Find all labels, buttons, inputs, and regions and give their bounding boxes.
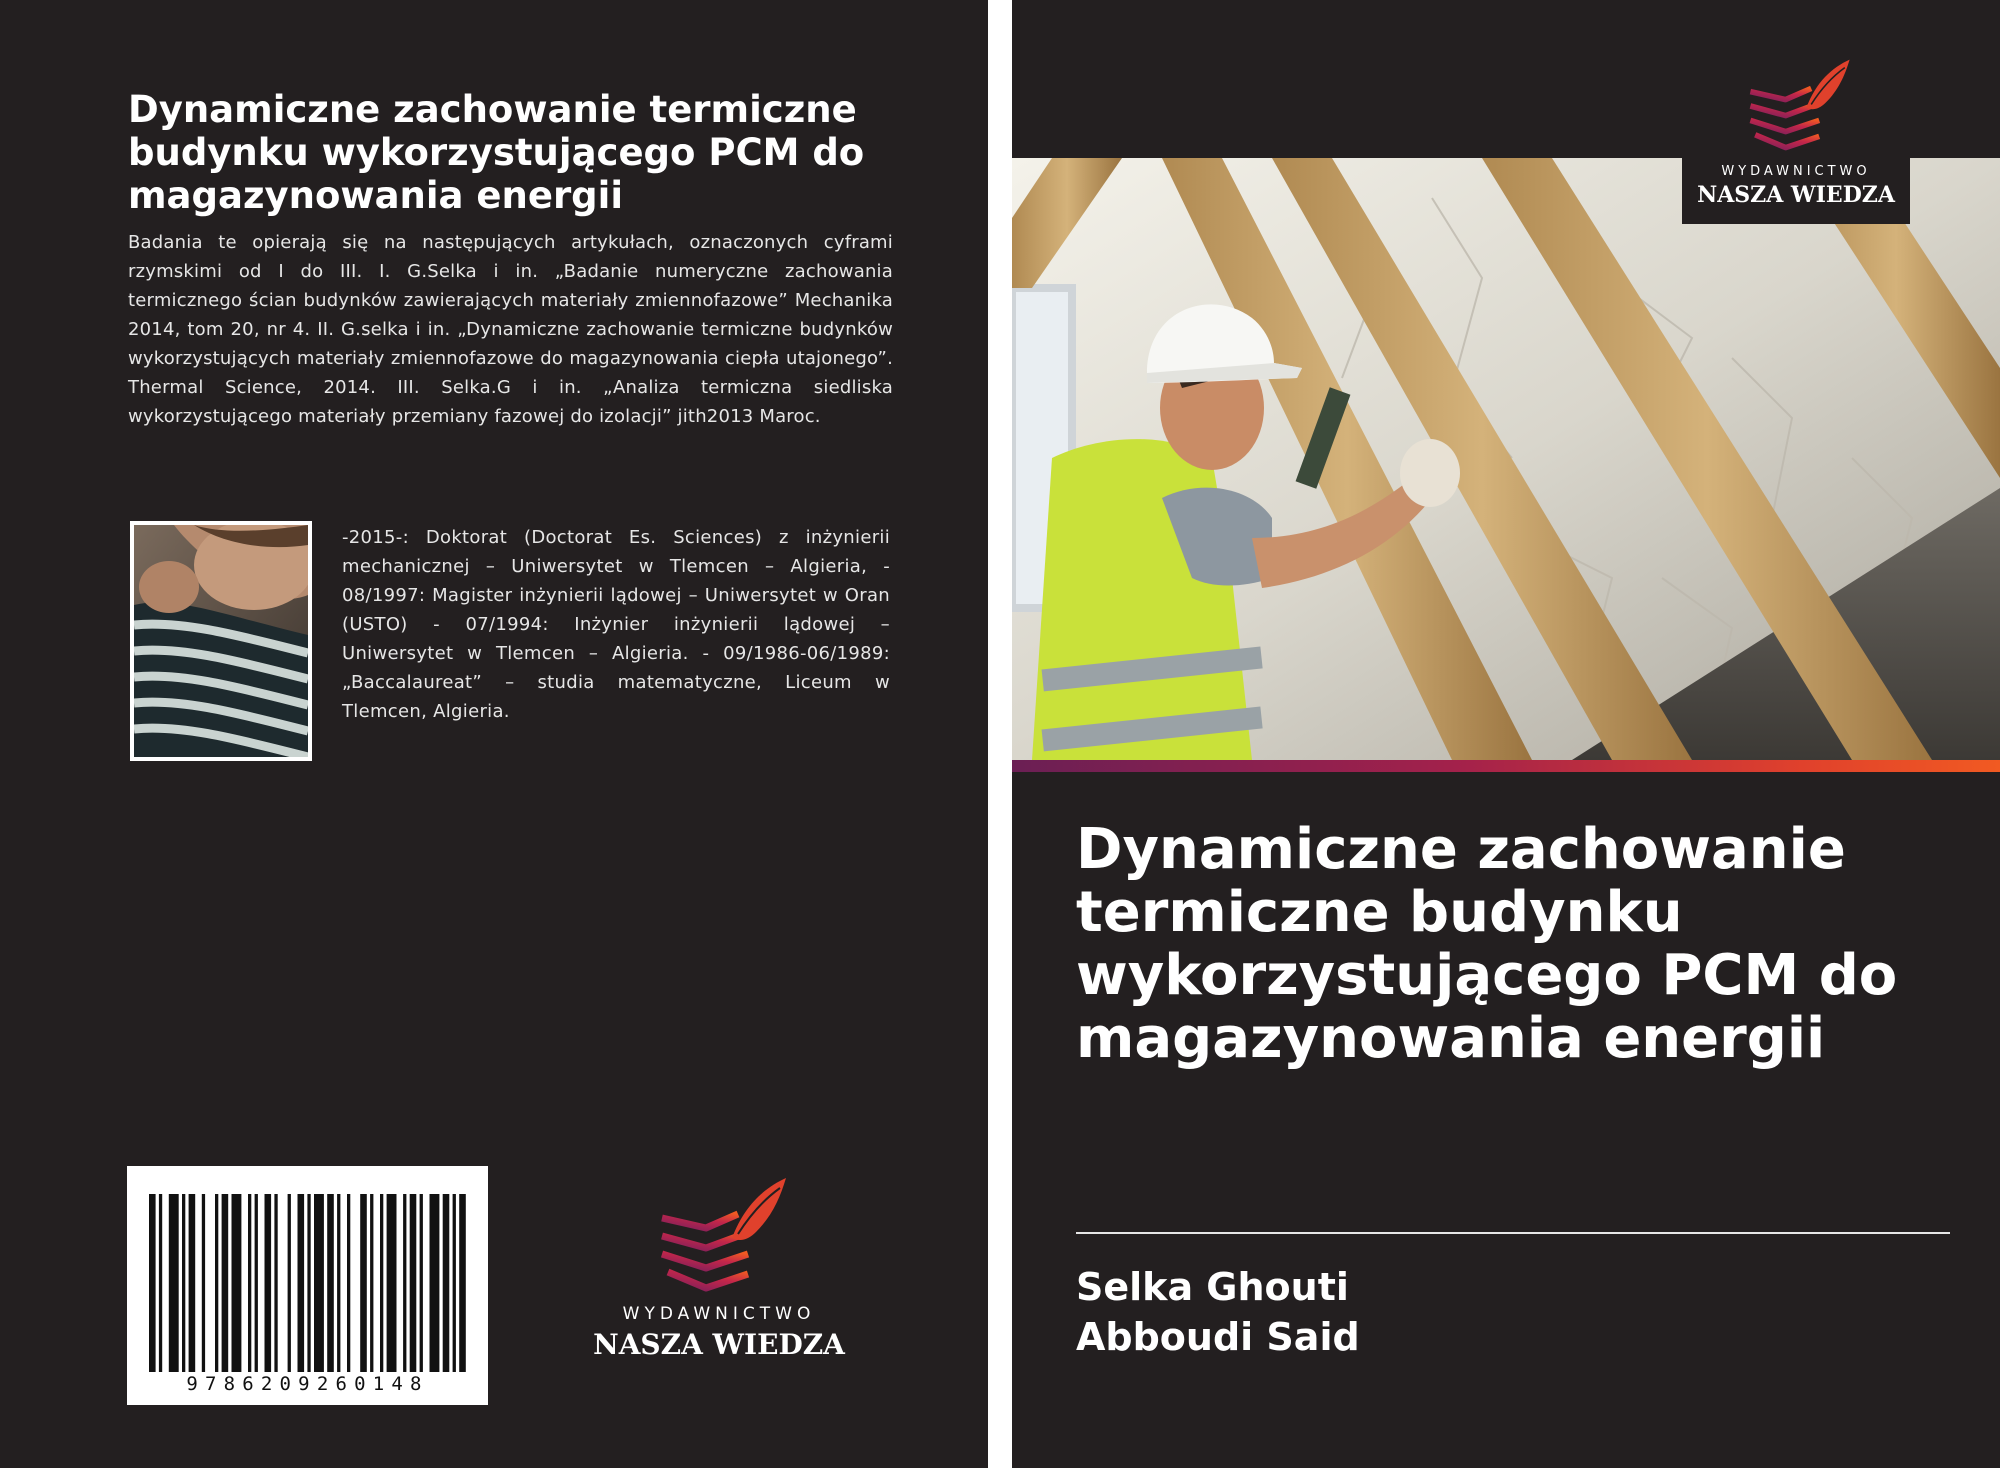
isbn-barcode bbox=[127, 1166, 488, 1405]
publisher-name-small: WYDAWNICTWO bbox=[1721, 164, 1871, 179]
barcode-bar bbox=[149, 1194, 156, 1372]
barcode-bar bbox=[420, 1194, 423, 1372]
barcode-bar bbox=[307, 1194, 310, 1372]
barcode-bar bbox=[202, 1194, 205, 1372]
barcode-bar bbox=[222, 1194, 229, 1372]
back-cover-title: Dynamiczne zachowanie termiczne budynku wykorzystującego PCM do magazynowania energii bbox=[128, 88, 865, 217]
cover-photo bbox=[1012, 158, 2000, 760]
title-divider bbox=[1076, 1232, 1950, 1234]
barcode-bar bbox=[182, 1194, 185, 1372]
barcode-bar bbox=[248, 1194, 251, 1372]
barcode-bar bbox=[459, 1194, 466, 1372]
barcode-bar bbox=[314, 1194, 324, 1372]
publisher-logo-icon bbox=[644, 1176, 794, 1306]
barcode-bar bbox=[255, 1194, 258, 1372]
back-publisher-logo bbox=[588, 1176, 850, 1376]
front-cover bbox=[1012, 0, 2000, 1468]
barcode-bar bbox=[159, 1194, 162, 1372]
barcode-bar bbox=[347, 1194, 350, 1372]
author-name: Selka Ghouti bbox=[1076, 1265, 1349, 1309]
front-cover-title: Dynamiczne zachowanie termiczne budynku wykorzystującego PCM do magazynowania energii bbox=[1076, 817, 1898, 1071]
barcode-bar bbox=[288, 1194, 291, 1372]
cover-photo-image bbox=[1012, 158, 2000, 760]
barcode-bar bbox=[189, 1194, 196, 1372]
publisher-name-large: NASZA WIEDZA bbox=[593, 1328, 845, 1361]
barcode-bar bbox=[215, 1194, 218, 1372]
publisher-name-small: WYDAWNICTWO bbox=[622, 1304, 816, 1324]
barcode-bar bbox=[327, 1194, 334, 1372]
author-photo bbox=[130, 521, 312, 761]
barcode-bar bbox=[453, 1194, 456, 1372]
barcode-bar bbox=[232, 1194, 242, 1372]
barcode-bar bbox=[380, 1194, 383, 1372]
back-cover-description: Badania te opierają się na następujących artykułach, oznaczonych cyframi rzymskimi od I do III. I. G.Selka i in. „Badanie numeryczne zachowania termicznego ścian budynków zawierających materiały zmiennofazowe” Mechanika 2014, tom 20, nr 4. II. G.selka i in. „Dynamiczne zachowanie termiczne budynków wykorzystujących materiały zmiennofazowe do magazynowania ciepła utajonego”. Thermal Science, 2014. III. Selka.G i in. „Analiza termiczna siedliska wykorzystującego materiały przemiany fazowej do izolacji” jith2013 Maroc. bbox=[128, 232, 893, 427]
barcode-icon bbox=[127, 1166, 488, 1405]
author-bio: -2015-: Doktorat (Doctorat Es. Sciences) z inżynierii mechanicznej – Uniwersytet w Tlemcen – Algieria, - 08/1997: Magister inżynierii lądowej – Uniwersytet w Oran (USTO) - 07/1994: Inżynier inżynierii lądowej – Uniwersytet w Tlemcen – Algieria. - 09/1986-06/1989: „Baccalaureat” – studia matematyczne, Liceum w Tlemcen, Algieria. bbox=[342, 527, 890, 722]
author-list bbox=[1076, 1262, 1360, 1362]
barcode-bar bbox=[387, 1194, 397, 1372]
publisher-name-large: NASZA WIEDZA bbox=[1697, 182, 1895, 208]
barcode-bar bbox=[360, 1194, 367, 1372]
author-name: Abboudi Said bbox=[1076, 1315, 1360, 1359]
barcode-bar bbox=[443, 1194, 450, 1372]
barcode-bar bbox=[410, 1194, 417, 1372]
accent-bar bbox=[1012, 760, 2000, 772]
barcode-bar bbox=[430, 1194, 440, 1372]
barcode-bar bbox=[403, 1194, 406, 1372]
author-photo-image bbox=[134, 525, 308, 757]
barcode-bar bbox=[298, 1194, 305, 1372]
isbn-digits: 9786209260148 bbox=[186, 1373, 429, 1395]
barcode-bar bbox=[169, 1194, 179, 1372]
front-publisher-logo bbox=[1682, 52, 1910, 224]
back-cover bbox=[0, 0, 988, 1468]
barcode-bar bbox=[274, 1194, 277, 1372]
barcode-bar bbox=[337, 1194, 340, 1372]
publisher-logo-icon bbox=[1736, 58, 1856, 162]
barcode-bar bbox=[265, 1194, 272, 1372]
barcode-bar bbox=[370, 1194, 373, 1372]
